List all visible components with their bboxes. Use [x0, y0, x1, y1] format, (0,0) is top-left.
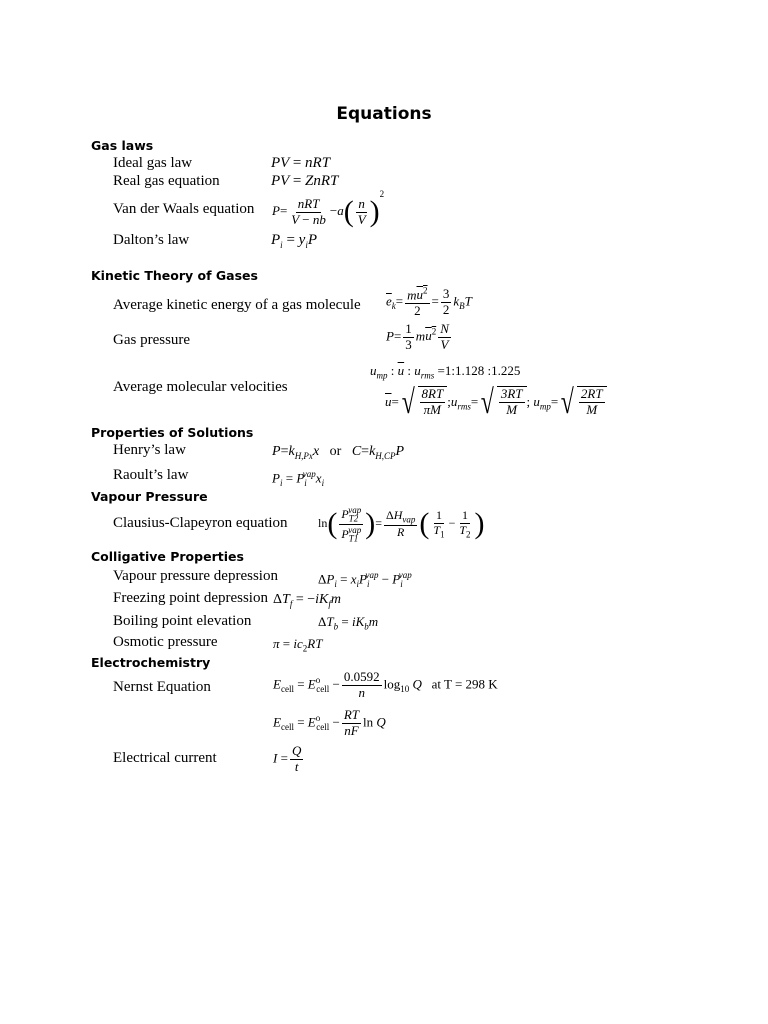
- equation-kinetic-energy: $\overline{e}_k=$ $\frac{mu^2}{2}$ = $\frac{3}{2}$ $k_BT$: [386, 286, 472, 319]
- label-average-kinetic-energy: Average kinetic energy of a gas molecule: [113, 297, 361, 313]
- label-average-molecular-velocities: Average molecular velocities: [113, 379, 288, 395]
- section-heading-colligative-properties: Colligative Properties: [91, 549, 244, 564]
- section-heading-gas-laws: Gas laws: [91, 138, 154, 153]
- equation-nernst-ln: $E_{cell} = E^o_{cell}$ − $\frac{RT}{nF}$ ln Q: [273, 707, 386, 738]
- page-title: Equations: [336, 104, 432, 124]
- equation-electrical-current: I = $\frac{Q}{t}$: [273, 743, 302, 774]
- equation-real-gas: PV = ZnRT: [271, 173, 339, 189]
- equation-nernst-log: $E_{cell} = E^o_{cell}$ − $\frac{0.0592}{n}$ $\log_{10} Q$ at T = 298 K: [273, 669, 498, 700]
- equation-ideal-gas-law: PV = nRT: [271, 155, 331, 171]
- section-heading-vapour-pressure: Vapour Pressure: [91, 489, 208, 504]
- equation-freezing-point-depression: $\Delta T_f = -iK_fm$: [273, 592, 342, 609]
- label-daltons-law: Dalton’s law: [113, 232, 190, 248]
- label-osmotic-pressure: Osmotic pressure: [113, 634, 218, 650]
- section-heading-properties-of-solutions: Properties of Solutions: [91, 425, 254, 440]
- label-gas-pressure: Gas pressure: [113, 332, 191, 348]
- equation-velocity-ratio: $u_{mp}$ : $\overline{u}$ : $u_{rms}$ =1:1.128 :1.225: [370, 363, 521, 381]
- section-heading-kinetic-theory: Kinetic Theory of Gases: [91, 268, 258, 283]
- equation-vapour-pressure-depression: $\Delta P_i = x_iP_i^{vap} - P_i^{vap}$: [318, 570, 412, 589]
- label-raoults-law: Raoult’s law: [113, 467, 189, 483]
- label-nernst-equation: Nernst Equation: [113, 679, 211, 695]
- equation-daltons-law: $P_i = y_iP$: [271, 232, 318, 250]
- equation-osmotic-pressure: $\pi = ic_2RT$: [273, 636, 323, 654]
- label-vapour-pressure-depression: Vapour pressure depression: [113, 568, 278, 584]
- equation-raoults-law: $P_i = P_i^{vap}x_i$: [272, 469, 325, 488]
- label-clausius-clapeyron: Clausius-Clapeyron equation: [113, 515, 288, 531]
- equation-molecular-velocities: $\overline{u}=$ √ $\frac{8RT}{\pi M}$ $;u_{rms}=$ √ $\frac{3RT}{M}$ ; $u_{mp}=$ √ $\frac{2RT}{M}$: [385, 386, 607, 420]
- label-henrys-law: Henry’s law: [113, 442, 186, 458]
- section-heading-electrochemistry: Electrochemistry: [91, 655, 211, 670]
- label-ideal-gas-law: Ideal gas law: [113, 155, 193, 171]
- label-electrical-current: Electrical current: [113, 750, 217, 766]
- equation-clausius-clapeyron: ln( $\frac{P_{T2}^{vap}}{P_{T1}^{vap}}$ )= $\frac{\Delta H_{vap}}{R}$ ( $\frac{1}{T_1}$ − $\frac{1}{T_2}$ ): [318, 505, 485, 544]
- equation-henrys-law: $P=k_{H,Px}x$ or $C=k_{H,CP}P$: [272, 444, 405, 461]
- equation-gas-pressure: P= $\frac{1}{3}$ $mu^2$ $\frac{N}{V}$: [386, 321, 449, 352]
- equation-van-der-waals: P= $\frac{\text{nRT}}{V - nb}$ −a( $\frac{n}{V}$ )$^2$: [272, 189, 385, 229]
- label-van-der-waals: Van der Waals equation: [113, 201, 255, 217]
- label-boiling-point-elevation: Boiling point elevation: [113, 613, 252, 629]
- label-freezing-point-depression: Freezing point depression: [113, 590, 268, 606]
- equation-boiling-point-elevation: $\Delta T_b = iK_bm$: [318, 614, 379, 632]
- label-real-gas-equation: Real gas equation: [113, 173, 220, 189]
